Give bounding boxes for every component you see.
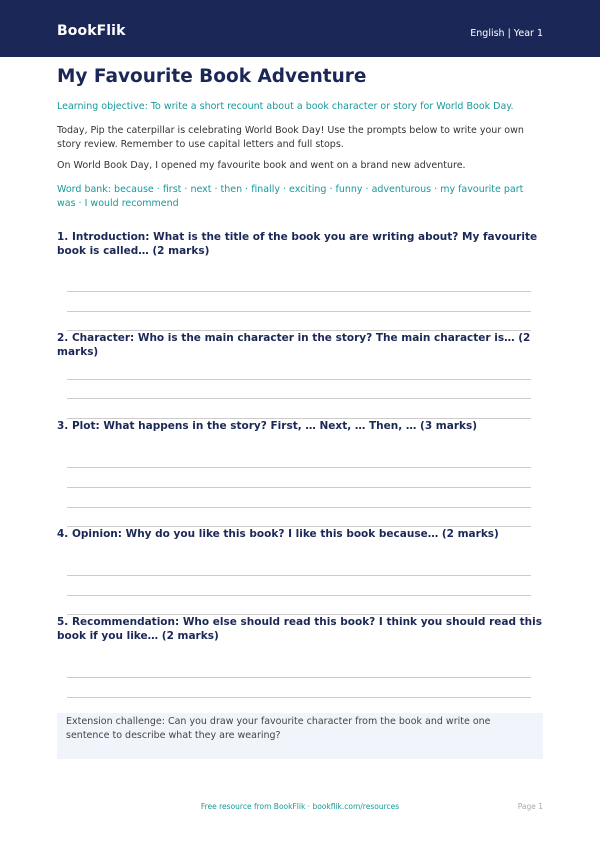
header-bar bbox=[0, 0, 600, 57]
answer-line[interactable] bbox=[67, 697, 531, 698]
question-plot: 3. Plot: What happens in the story? First, … Next, … Then, … (3 marks) bbox=[57, 420, 478, 432]
question-character: 2. Character: Who is the main character in the story? The main character is… (2 marks) bbox=[57, 332, 531, 358]
extension-challenge-box bbox=[57, 713, 543, 759]
extension-challenge-text: Extension challenge: Can you draw your favourite character from the book and write one sentence to describe what they are wearing? bbox=[66, 716, 491, 741]
answer-line[interactable] bbox=[67, 398, 531, 399]
answer-line[interactable] bbox=[67, 311, 531, 312]
answer-line[interactable] bbox=[67, 291, 531, 292]
story-opener: On World Book Day, I opened my favourite book and went on a brand new adventure. bbox=[57, 160, 466, 171]
answer-line[interactable] bbox=[67, 595, 531, 596]
answer-line[interactable] bbox=[67, 487, 531, 488]
word-bank: Word bank: because · first · next · then · finally · exciting · funny · adventurous · my favourite part was · I would recommend bbox=[57, 184, 524, 209]
subject-label: English | Year 1 bbox=[470, 28, 543, 39]
question-introduction: 1. Introduction: What is the title of the book you are writing about? My favourite book is called… (2 marks) bbox=[57, 231, 538, 257]
brand-logo: BookFlik bbox=[57, 23, 126, 39]
learning-objective: Learning objective: To write a short recount about a book character or story for World Book Day. bbox=[57, 101, 514, 112]
answer-line[interactable] bbox=[67, 467, 531, 468]
answer-line[interactable] bbox=[67, 677, 531, 678]
footer-credit: Free resource from BookFlik · bookflik.com/resources bbox=[200, 802, 400, 811]
question-opinion: 4. Opinion: Why do you like this book? I like this book because… (2 marks) bbox=[57, 528, 499, 540]
worksheet-title: My Favourite Book Adventure bbox=[57, 66, 367, 87]
answer-line[interactable] bbox=[67, 379, 531, 380]
page-number: Page 1 bbox=[517, 802, 543, 811]
question-recommendation: 5. Recommendation: Who else should read this book? I think you should read this book if you like… (2 marks) bbox=[57, 616, 542, 642]
answer-line[interactable] bbox=[67, 575, 531, 576]
intro-paragraph: Today, Pip the caterpillar is celebrating World Book Day! Use the prompts below to write your own story review. Remember to use capital letters and full stops. bbox=[57, 125, 524, 150]
answer-line[interactable] bbox=[67, 507, 531, 508]
